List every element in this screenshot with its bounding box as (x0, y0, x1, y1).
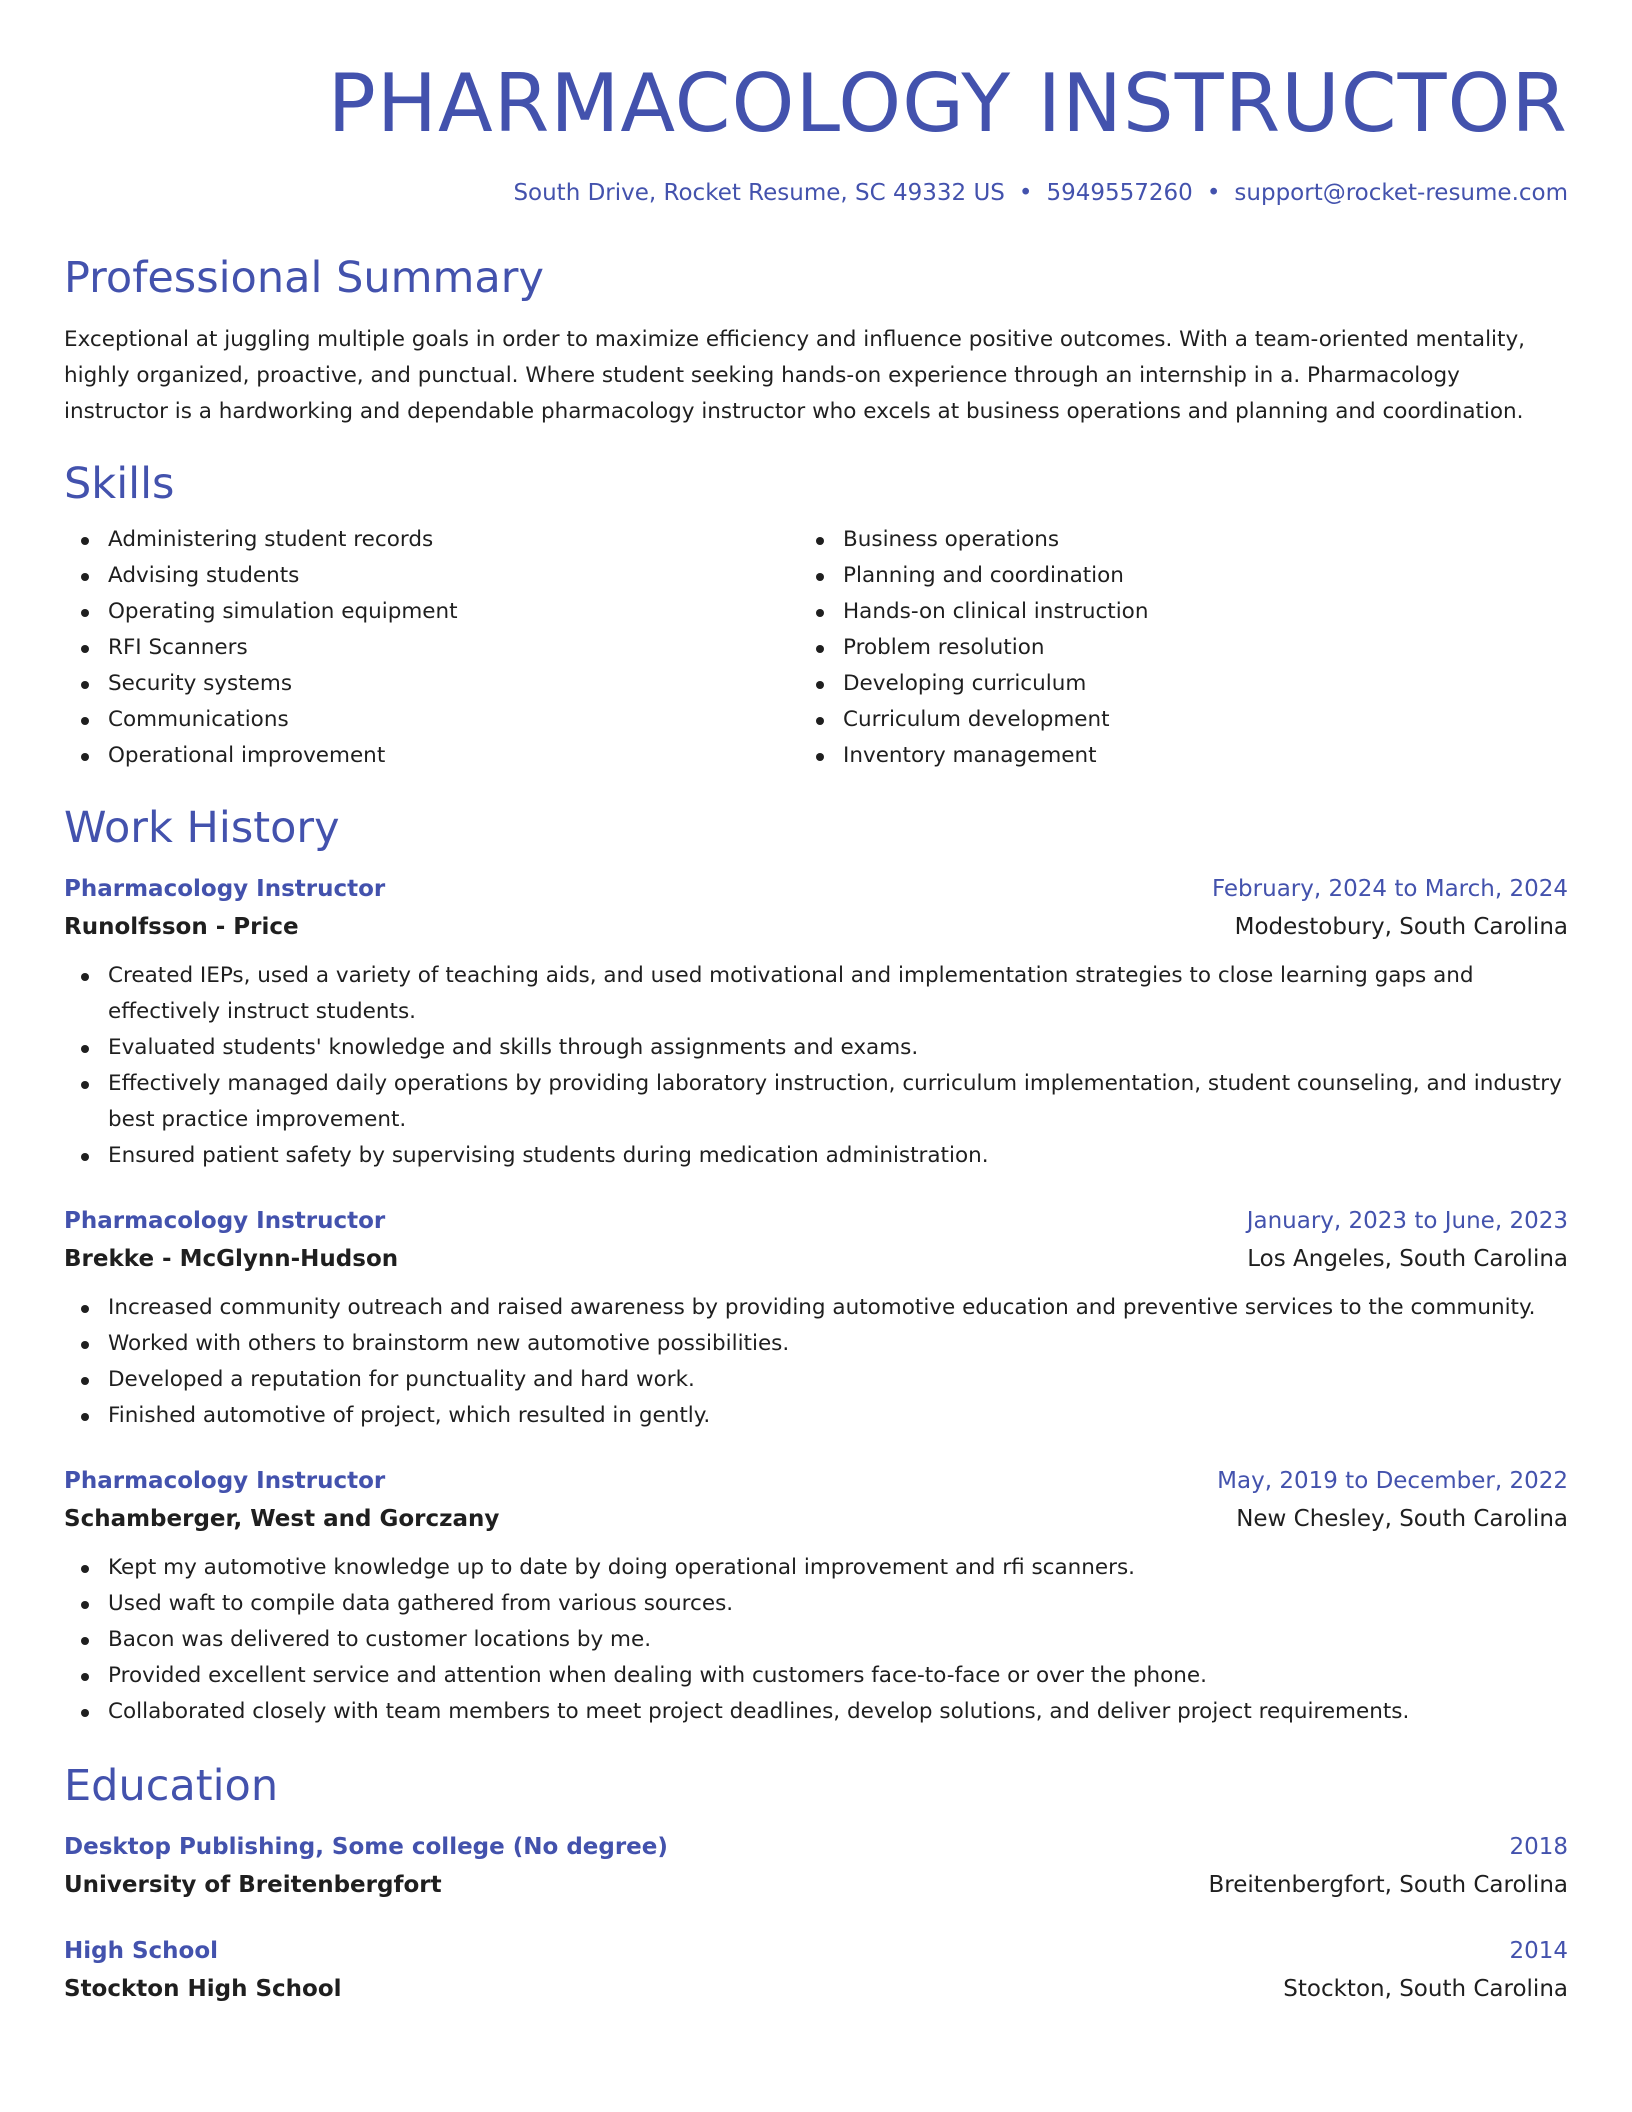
job-location: New Chesley, South Carolina (1236, 1506, 1568, 1532)
education-school-row (64, 1866, 1568, 1904)
job-bullet: Finished automotive of project, which resulted in gently. (64, 1398, 1568, 1434)
section-title-work-history: Work History (64, 803, 340, 853)
skill-item: Security systems (64, 666, 799, 702)
job-bullet: Kept my automotive knowledge up to date by doing operational improvement and rfi scanners. (64, 1550, 1568, 1586)
job-company: Brekke - McGlynn-Hudson (64, 1246, 399, 1272)
job-dates: January, 2023 to June, 2023 (1246, 1208, 1568, 1234)
skill-item: Curriculum development (799, 702, 1534, 738)
skill-item: Inventory management (799, 738, 1534, 774)
summary-text: Exceptional at juggling multiple goals in order to maximize efficiency and influence positive outcomes. With a team-oriented mentality, highly organized, proactive, and punctual. Where student seeking hands-on experience through an internship in a. Pharmacology instructor is a hardworking and dependable pharmacology instructor who excels at business operations and planning and coordination. (64, 327, 1526, 424)
skill-item: Hands-on clinical instruction (799, 594, 1534, 630)
skill-item: Communications (64, 702, 799, 738)
job-role: Pharmacology Instructor (64, 876, 386, 902)
education-school: Stockton High School (64, 1976, 342, 2002)
job-bullet: Increased community outreach and raised awareness by providing automotive education and preventive services to the community. (64, 1290, 1568, 1326)
contact-separator: • (1018, 180, 1033, 206)
education-location: Stockton, South Carolina (1283, 1976, 1568, 2002)
job-dates: May, 2019 to December, 2022 (1217, 1468, 1568, 1494)
skill-item: Advising students (64, 558, 799, 594)
education-year: 2014 (1509, 1938, 1568, 1964)
skill-item: Developing curriculum (799, 666, 1534, 702)
contact-address: South Drive, Rocket Resume, SC 49332 US (513, 180, 1005, 206)
job-company: Schamberger, West and Gorczany (64, 1506, 500, 1532)
skills-column-left (64, 522, 799, 774)
section-title-education: Education (64, 1761, 279, 1811)
education-year: 2018 (1509, 1834, 1568, 1860)
job-bullet: Ensured patient safety by supervising students during medication administration. (64, 1138, 1568, 1174)
job-header-row (64, 1202, 1568, 1240)
skill-item: Planning and coordination (799, 558, 1534, 594)
education-location: Breitenbergfort, South Carolina (1208, 1872, 1568, 1898)
education-header-row (64, 1828, 1568, 1866)
skill-item: Operational improvement (64, 738, 799, 774)
skill-item: Administering student records (64, 522, 799, 558)
contact-phone[interactable]: 5949557260 (1046, 180, 1193, 206)
education-degree: Desktop Publishing, Some college (No degree) (64, 1834, 668, 1860)
job-company: Runolfsson - Price (64, 914, 299, 940)
job-bullet: Effectively managed daily operations by providing laboratory instruction, curriculum implementation, student counseling, and industry best practice improvement. (64, 1066, 1568, 1138)
work-history-section (64, 802, 1568, 1730)
job-company-row (64, 1240, 1568, 1278)
skills-column-right (799, 522, 1534, 774)
skill-item: Problem resolution (799, 630, 1534, 666)
job-bullet: Evaluated students' knowledge and skills through assignments and exams. (64, 1030, 1568, 1066)
job-header-row (64, 870, 1568, 908)
job-entry (64, 1202, 1568, 1434)
job-bullet: Worked with others to brainstorm new automotive possibilities. (64, 1326, 1568, 1362)
job-header-row (64, 1462, 1568, 1500)
job-role: Pharmacology Instructor (64, 1208, 386, 1234)
job-bullet: Used waft to compile data gathered from various sources. (64, 1586, 1568, 1622)
education-school-row (64, 1970, 1568, 2008)
job-bullet: Bacon was delivered to customer locations by me. (64, 1622, 1568, 1658)
job-entry (64, 1462, 1568, 1730)
job-bullet: Collaborated closely with team members to meet project deadlines, develop solutions, and deliver project requirements. (64, 1694, 1568, 1730)
resume-header (64, 0, 1568, 208)
education-header-row (64, 1932, 1568, 1970)
skills-grid (64, 522, 1568, 774)
education-entry (64, 1828, 1568, 1904)
contact-email[interactable]: support@rocket-resume.com (1234, 180, 1568, 206)
job-bullet: Created IEPs, used a variety of teaching aids, and used motivational and implementation strategies to close learning gaps and effectively instruct students. (64, 958, 1568, 1030)
skill-item: RFI Scanners (64, 630, 799, 666)
skill-item: Business operations (799, 522, 1534, 558)
job-bullets (64, 1290, 1568, 1434)
job-bullet: Developed a reputation for punctuality and hard work. (64, 1362, 1568, 1398)
skills-section (64, 458, 1568, 774)
contact-line (64, 178, 1568, 208)
skill-item: Operating simulation equipment (64, 594, 799, 630)
job-bullet: Provided excellent service and attention when dealing with customers face-to-face or over the phone. (64, 1658, 1568, 1694)
job-dates: February, 2024 to March, 2024 (1211, 876, 1568, 902)
job-company-row (64, 1500, 1568, 1538)
education-section (64, 1760, 1568, 2008)
education-degree: High School (64, 1938, 219, 1964)
summary-section (64, 252, 1568, 430)
job-bullets (64, 1550, 1568, 1730)
job-location: Los Angeles, South Carolina (1247, 1246, 1568, 1272)
candidate-title: PHARMACOLOGY INSTRUCTOR (327, 57, 1568, 150)
job-entry (64, 870, 1568, 1174)
education-school: University of Breitenbergfort (64, 1872, 442, 1898)
section-title-skills: Skills (64, 459, 175, 509)
job-bullets (64, 958, 1568, 1174)
education-entry (64, 1932, 1568, 2008)
job-role: Pharmacology Instructor (64, 1468, 386, 1494)
section-title-summary: Professional Summary (64, 253, 544, 303)
job-company-row (64, 908, 1568, 946)
job-location: Modestobury, South Carolina (1234, 914, 1568, 940)
contact-separator: • (1206, 180, 1221, 206)
